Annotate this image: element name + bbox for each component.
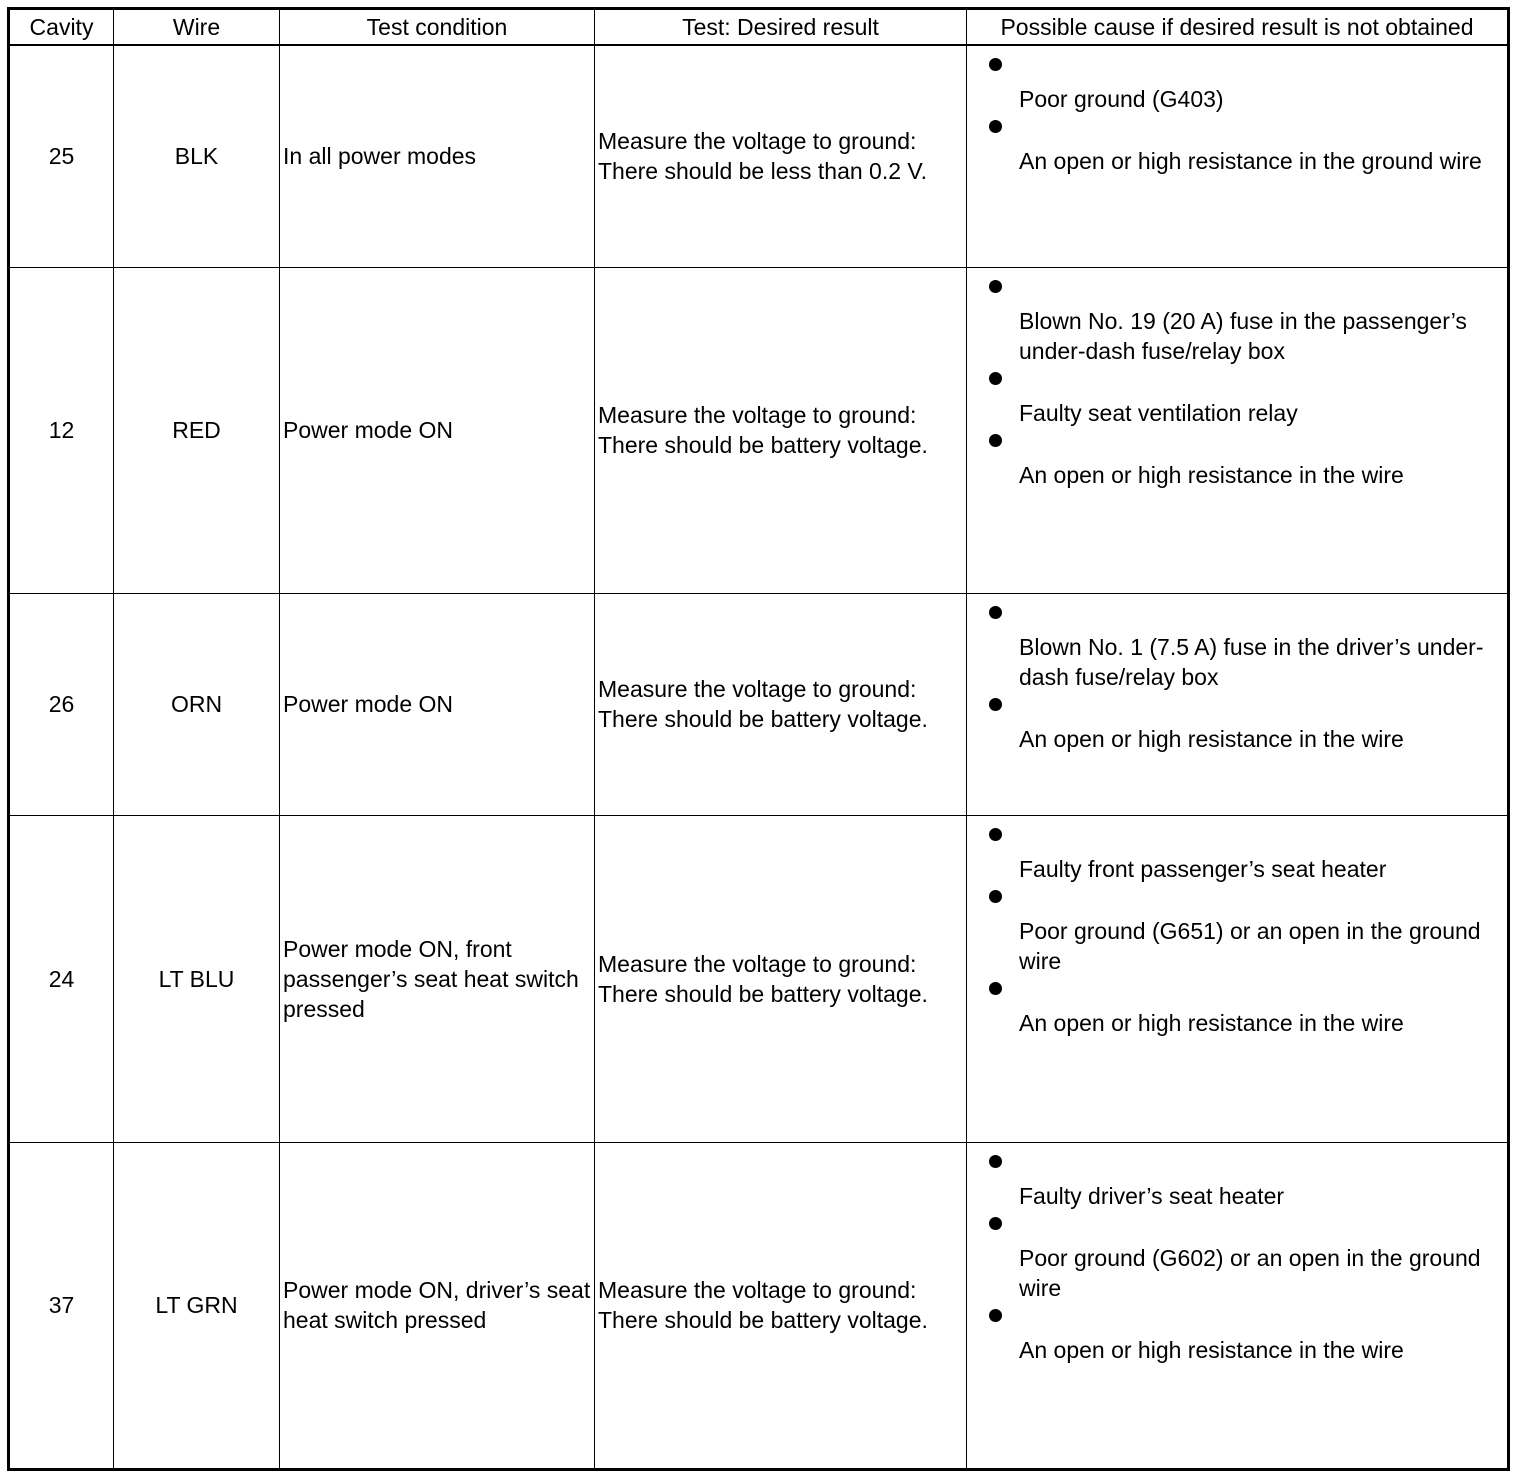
cause-text: Blown No. 19 (20 A) fuse in the passenger’s under-dash fuse/relay box bbox=[1019, 307, 1467, 364]
cavity-cell: 25 bbox=[9, 45, 114, 267]
result-line: Measure the voltage to ground: bbox=[598, 128, 917, 155]
cause-text: An open or high resistance in the wire bbox=[1019, 1336, 1404, 1363]
result-line: There should be battery voltage. bbox=[598, 980, 928, 1007]
bullet-icon bbox=[989, 434, 1002, 447]
cavity-cell: 26 bbox=[9, 593, 114, 815]
cause-text: Faulty seat ventilation relay bbox=[1019, 399, 1298, 426]
table-row bbox=[9, 815, 1509, 1142]
cause-cell bbox=[967, 1142, 1509, 1469]
condition-cell: Power mode ON bbox=[280, 267, 595, 593]
cause-cell bbox=[967, 45, 1509, 267]
bullet-icon bbox=[989, 120, 1002, 133]
test-table bbox=[7, 7, 1510, 1471]
bullet-icon bbox=[989, 606, 1002, 619]
header-test-condition: Test condition bbox=[280, 9, 595, 46]
bullet-icon bbox=[989, 1217, 1002, 1230]
bullet-icon bbox=[989, 828, 1002, 841]
cause-text: An open or high resistance in the ground wire bbox=[1019, 148, 1482, 174]
wire-cell: BLK bbox=[114, 45, 280, 267]
cause-item bbox=[987, 1309, 1497, 1383]
bullet-icon bbox=[989, 982, 1002, 995]
bullet-icon bbox=[989, 280, 1002, 293]
condition-cell: In all power modes bbox=[280, 45, 595, 267]
result-line: There should be battery voltage. bbox=[598, 706, 928, 732]
wire-cell: ORN bbox=[114, 593, 280, 815]
result-cell bbox=[595, 593, 967, 815]
bullet-icon bbox=[989, 1309, 1002, 1322]
cause-cell bbox=[967, 593, 1509, 815]
cause-item bbox=[987, 120, 1497, 194]
header-row bbox=[9, 9, 1509, 46]
cause-text: An open or high resistance in the wire bbox=[1019, 461, 1404, 488]
cause-text: Poor ground (G651) or an open in the ground wire bbox=[1019, 917, 1481, 974]
cause-item bbox=[987, 606, 1497, 710]
header-desired-result: Test: Desired result bbox=[595, 9, 967, 46]
cause-item bbox=[987, 280, 1497, 384]
bullet-icon bbox=[989, 372, 1002, 385]
condition-cell: Power mode ON, driver’s seat heat switch pressed bbox=[280, 1142, 595, 1469]
result-cell bbox=[595, 815, 967, 1142]
cause-text: Poor ground (G602) or an open in the ground wire bbox=[1019, 1244, 1481, 1301]
cause-item bbox=[987, 434, 1497, 508]
cause-item bbox=[987, 890, 1497, 994]
cause-text: Poor ground (G403) bbox=[1019, 86, 1224, 112]
bullet-icon bbox=[989, 1155, 1002, 1168]
cause-text: Blown No. 1 (7.5 A) fuse in the driver’s under-dash fuse/relay box bbox=[1019, 633, 1484, 690]
wire-cell: LT GRN bbox=[114, 1142, 280, 1469]
wire-cell: LT BLU bbox=[114, 815, 280, 1142]
cavity-cell: 12 bbox=[9, 267, 114, 593]
cavity-cell: 37 bbox=[9, 1142, 114, 1469]
result-line: There should be less than 0.2 V. bbox=[598, 158, 928, 185]
cause-item bbox=[987, 982, 1497, 1056]
header-cavity: Cavity bbox=[9, 9, 114, 46]
table-row bbox=[9, 1142, 1509, 1469]
header-wire: Wire bbox=[114, 9, 280, 46]
table-row bbox=[9, 267, 1509, 593]
bullet-icon bbox=[989, 698, 1002, 711]
bullet-icon bbox=[989, 58, 1002, 71]
cause-cell bbox=[967, 815, 1509, 1142]
result-line: Measure the voltage to ground: bbox=[598, 402, 917, 428]
result-line: There should be battery voltage. bbox=[598, 1307, 928, 1333]
table-row bbox=[9, 593, 1509, 815]
result-cell bbox=[595, 45, 967, 267]
wire-cell: RED bbox=[114, 267, 280, 593]
condition-cell: Power mode ON, front passenger’s seat heat switch pressed bbox=[280, 815, 595, 1142]
result-line: Measure the voltage to ground: bbox=[598, 1277, 917, 1303]
result-cell bbox=[595, 267, 967, 593]
cause-item bbox=[987, 698, 1497, 772]
result-line: There should be battery voltage. bbox=[598, 432, 928, 458]
condition-cell: Power mode ON bbox=[280, 593, 595, 815]
cause-text: Faulty driver’s seat heater bbox=[1019, 1182, 1285, 1209]
table-row bbox=[9, 45, 1509, 267]
cause-cell bbox=[967, 267, 1509, 593]
cause-item bbox=[987, 1217, 1497, 1321]
cause-text: Faulty front passenger’s seat heater bbox=[1019, 855, 1387, 882]
cause-text: An open or high resistance in the wire bbox=[1019, 725, 1404, 752]
result-line: Measure the voltage to ground: bbox=[598, 950, 917, 977]
bullet-icon bbox=[989, 890, 1002, 903]
header-possible-cause: Possible cause if desired result is not obtained bbox=[967, 9, 1509, 46]
result-line: Measure the voltage to ground: bbox=[598, 676, 917, 702]
result-cell bbox=[595, 1142, 967, 1469]
cavity-cell: 24 bbox=[9, 815, 114, 1142]
cause-text: An open or high resistance in the wire bbox=[1019, 1009, 1404, 1036]
